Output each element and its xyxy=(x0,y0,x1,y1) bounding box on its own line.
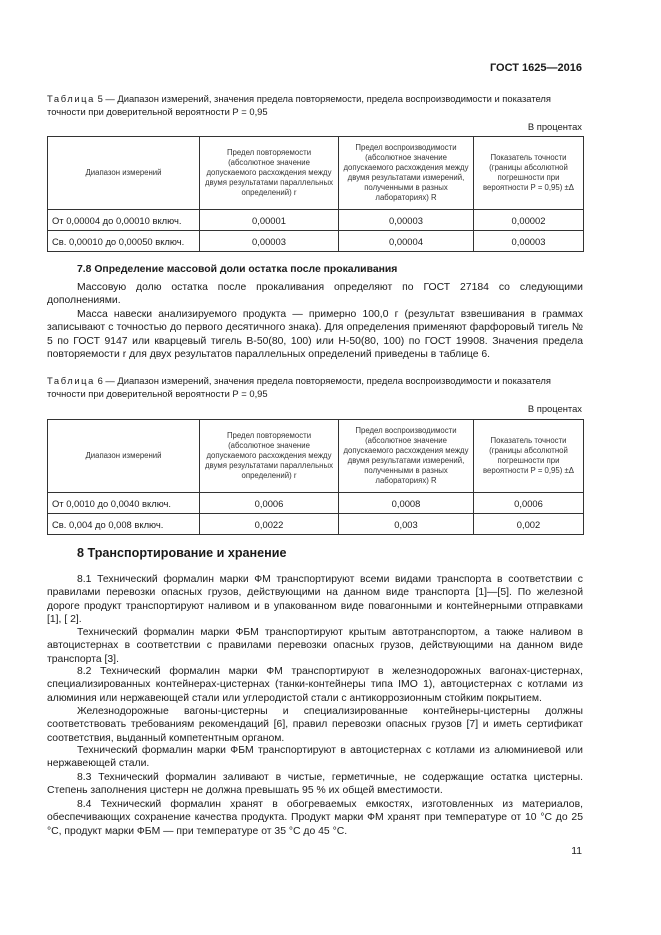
table5-value-cell: 0,00001 xyxy=(200,210,339,231)
section-8-title: 8 Транспортирование и хранение xyxy=(77,546,287,560)
document-id: ГОСТ 1625—2016 xyxy=(489,62,582,74)
table5-caption xyxy=(47,92,583,118)
table5-value-cell: 0,00003 xyxy=(200,231,339,252)
table5 xyxy=(47,136,584,252)
table5-range-cell: Св. 0,00010 до 0,00050 включ. xyxy=(48,231,200,252)
table5-caption-label: Таблица xyxy=(47,93,95,104)
section-8-paragraph: 8.3 Технический формалин заливают в чистые, герметичные, не содержащие остатка цистерны. Степень заполнения цистерн не должна превышать 95 % их общей вместимости. xyxy=(47,772,583,797)
table5-value-cell: 0,00003 xyxy=(339,210,474,231)
table5-value-cell: 0,00002 xyxy=(474,210,584,231)
table6-value-cell: 0,002 xyxy=(474,514,584,535)
table5-header-range: Диапазон измерений xyxy=(48,137,200,210)
table6-caption xyxy=(47,374,583,400)
table-row xyxy=(48,514,584,535)
section-7-8-paragraph-1: Массовую долю остатка после прокаливания определяют по ГОСТ 27184 со следующими дополнениями. xyxy=(47,282,583,307)
table6-header-reproducibility: Предел воспроизводимости (абсолютное значение допускаемого расхождения между двумя результатами измерений, полученными в разных лабораториях) R xyxy=(339,420,474,493)
table6-value-cell: 0,0022 xyxy=(200,514,339,535)
table6-value-cell: 0,0008 xyxy=(339,493,474,514)
page-number: 11 xyxy=(571,846,582,857)
section-8-paragraph: Технический формалин марки ФБМ транспортируют в автоцистернах с котлами из алюминиевой или нержавеющей стали. xyxy=(47,745,583,770)
table6-header-repeatability: Предел повторяемости (абсолютное значение допускаемого расхождения между двумя результатами параллельных определений) r xyxy=(200,420,339,493)
table5-header-repeatability: Предел повторяемости (абсолютное значение допускаемого расхождения между двумя результатами параллельных определений) r xyxy=(200,137,339,210)
section-7-8-paragraph-2: Масса навески анализируемого продукта — примерно 100,0 г (результат взвешивания в граммах записывают с точностью до первого десятичного знака). Для определения применяют фарфоровый тигель № 5 по ГОСТ 9147 или кварцевый тигель В-50(80, 100) или Н-50(80, 100) по ГОСТ 19908. Значения предела повторяемости r для двух результатов параллельных определений приведены в таблице 6. xyxy=(47,309,583,360)
table5-value-cell: 0,00004 xyxy=(339,231,474,252)
table6-value-cell: 0,003 xyxy=(339,514,474,535)
section-8-paragraph: Технический формалин марки ФБМ транспортируют крытым автотранспортом, а также наливом в автоцистернах в соответствии с правилами перевозки опасных грузов, действующими на данном виде транспорта [3]. xyxy=(47,627,583,665)
table5-units: В процентах xyxy=(527,121,582,132)
table5-header-reproducibility: Предел воспроизводимости (абсолютное значение допускаемого расхождения между двумя результатами измерений, полученными в разных лабораториях) R xyxy=(339,137,474,210)
table6-caption-label: Таблица xyxy=(47,375,95,386)
table6-header-range: Диапазон измерений xyxy=(48,420,200,493)
table6-header-row xyxy=(48,420,584,493)
section-8-paragraph: 8.2 Технический формалин марки ФМ транспортируют в железнодорожных вагонах-цистернах, специализированных контейнерах-цистернах (танки-контейнеры типа IMO 1), автоцистернах с котлами из алюминия или нержавеющей стали или углеродистой стали с антикоррозионным стойким покрытием. xyxy=(47,666,583,704)
table6 xyxy=(47,419,584,535)
table5-value-cell: 0,00003 xyxy=(474,231,584,252)
table6-range-cell: От 0,0010 до 0,0040 включ. xyxy=(48,493,200,514)
table-row xyxy=(48,231,584,252)
section-7-8-title: 7.8 Определение массовой доли остатка после прокаливания xyxy=(77,264,398,275)
table6-value-cell: 0,0006 xyxy=(200,493,339,514)
table5-range-cell: От 0,00004 до 0,00010 включ. xyxy=(48,210,200,231)
section-8-paragraph: Железнодорожные вагоны-цистерны и специализированные контейнеры-цистерны должны соответствовать требованиям рекомендаций [6], правил перевозки опасных грузов [7] и иметь сертификат соответствия, выданный компетентным органом. xyxy=(47,706,583,744)
table5-caption-text: 5 — Диапазон измерений, значения предела повторяемости, предела воспроизводимости и показателя точности при доверительной вероятности Р = 0,95 xyxy=(47,93,551,117)
section-8-paragraph: 8.1 Технический формалин марки ФМ транспортируют всеми видами транспорта в соответствии с правилами перевозки опасных грузов, действующими на данном виде транспорта [1]—[5]. По железной дороге продукт транспортируют наливом и в упакованном виде повагонными и контейнерными отправками [1], [ 2]. xyxy=(47,574,583,625)
table6-range-cell: Св. 0,004 до 0,008 включ. xyxy=(48,514,200,535)
table6-value-cell: 0,0006 xyxy=(474,493,584,514)
section-8-paragraph: 8.4 Технический формалин хранят в обогреваемых емкостях, изготовленных из материалов, обеспечивающих сохранение качества продукта. Продукт марки ФМ хранят при температуре от 10 °С до 25 °С, продукт марки ФБМ — при температуре от 35 °С до 45 °С. xyxy=(47,799,583,837)
table5-header-row xyxy=(48,137,584,210)
table5-header-accuracy: Показатель точности (границы абсолютной погрешности при вероятности Р = 0,95) ±Δ xyxy=(474,137,584,210)
table-row xyxy=(48,493,584,514)
table-row xyxy=(48,210,584,231)
table6-header-accuracy: Показатель точности (границы абсолютной погрешности при вероятности Р = 0,95) ±Δ xyxy=(474,420,584,493)
table6-caption-text: 6 — Диапазон измерений, значения предела повторяемости, предела воспроизводимости и показателя точности при доверительной вероятности Р = 0,95 xyxy=(47,375,551,399)
table6-units: В процентах xyxy=(527,403,582,414)
